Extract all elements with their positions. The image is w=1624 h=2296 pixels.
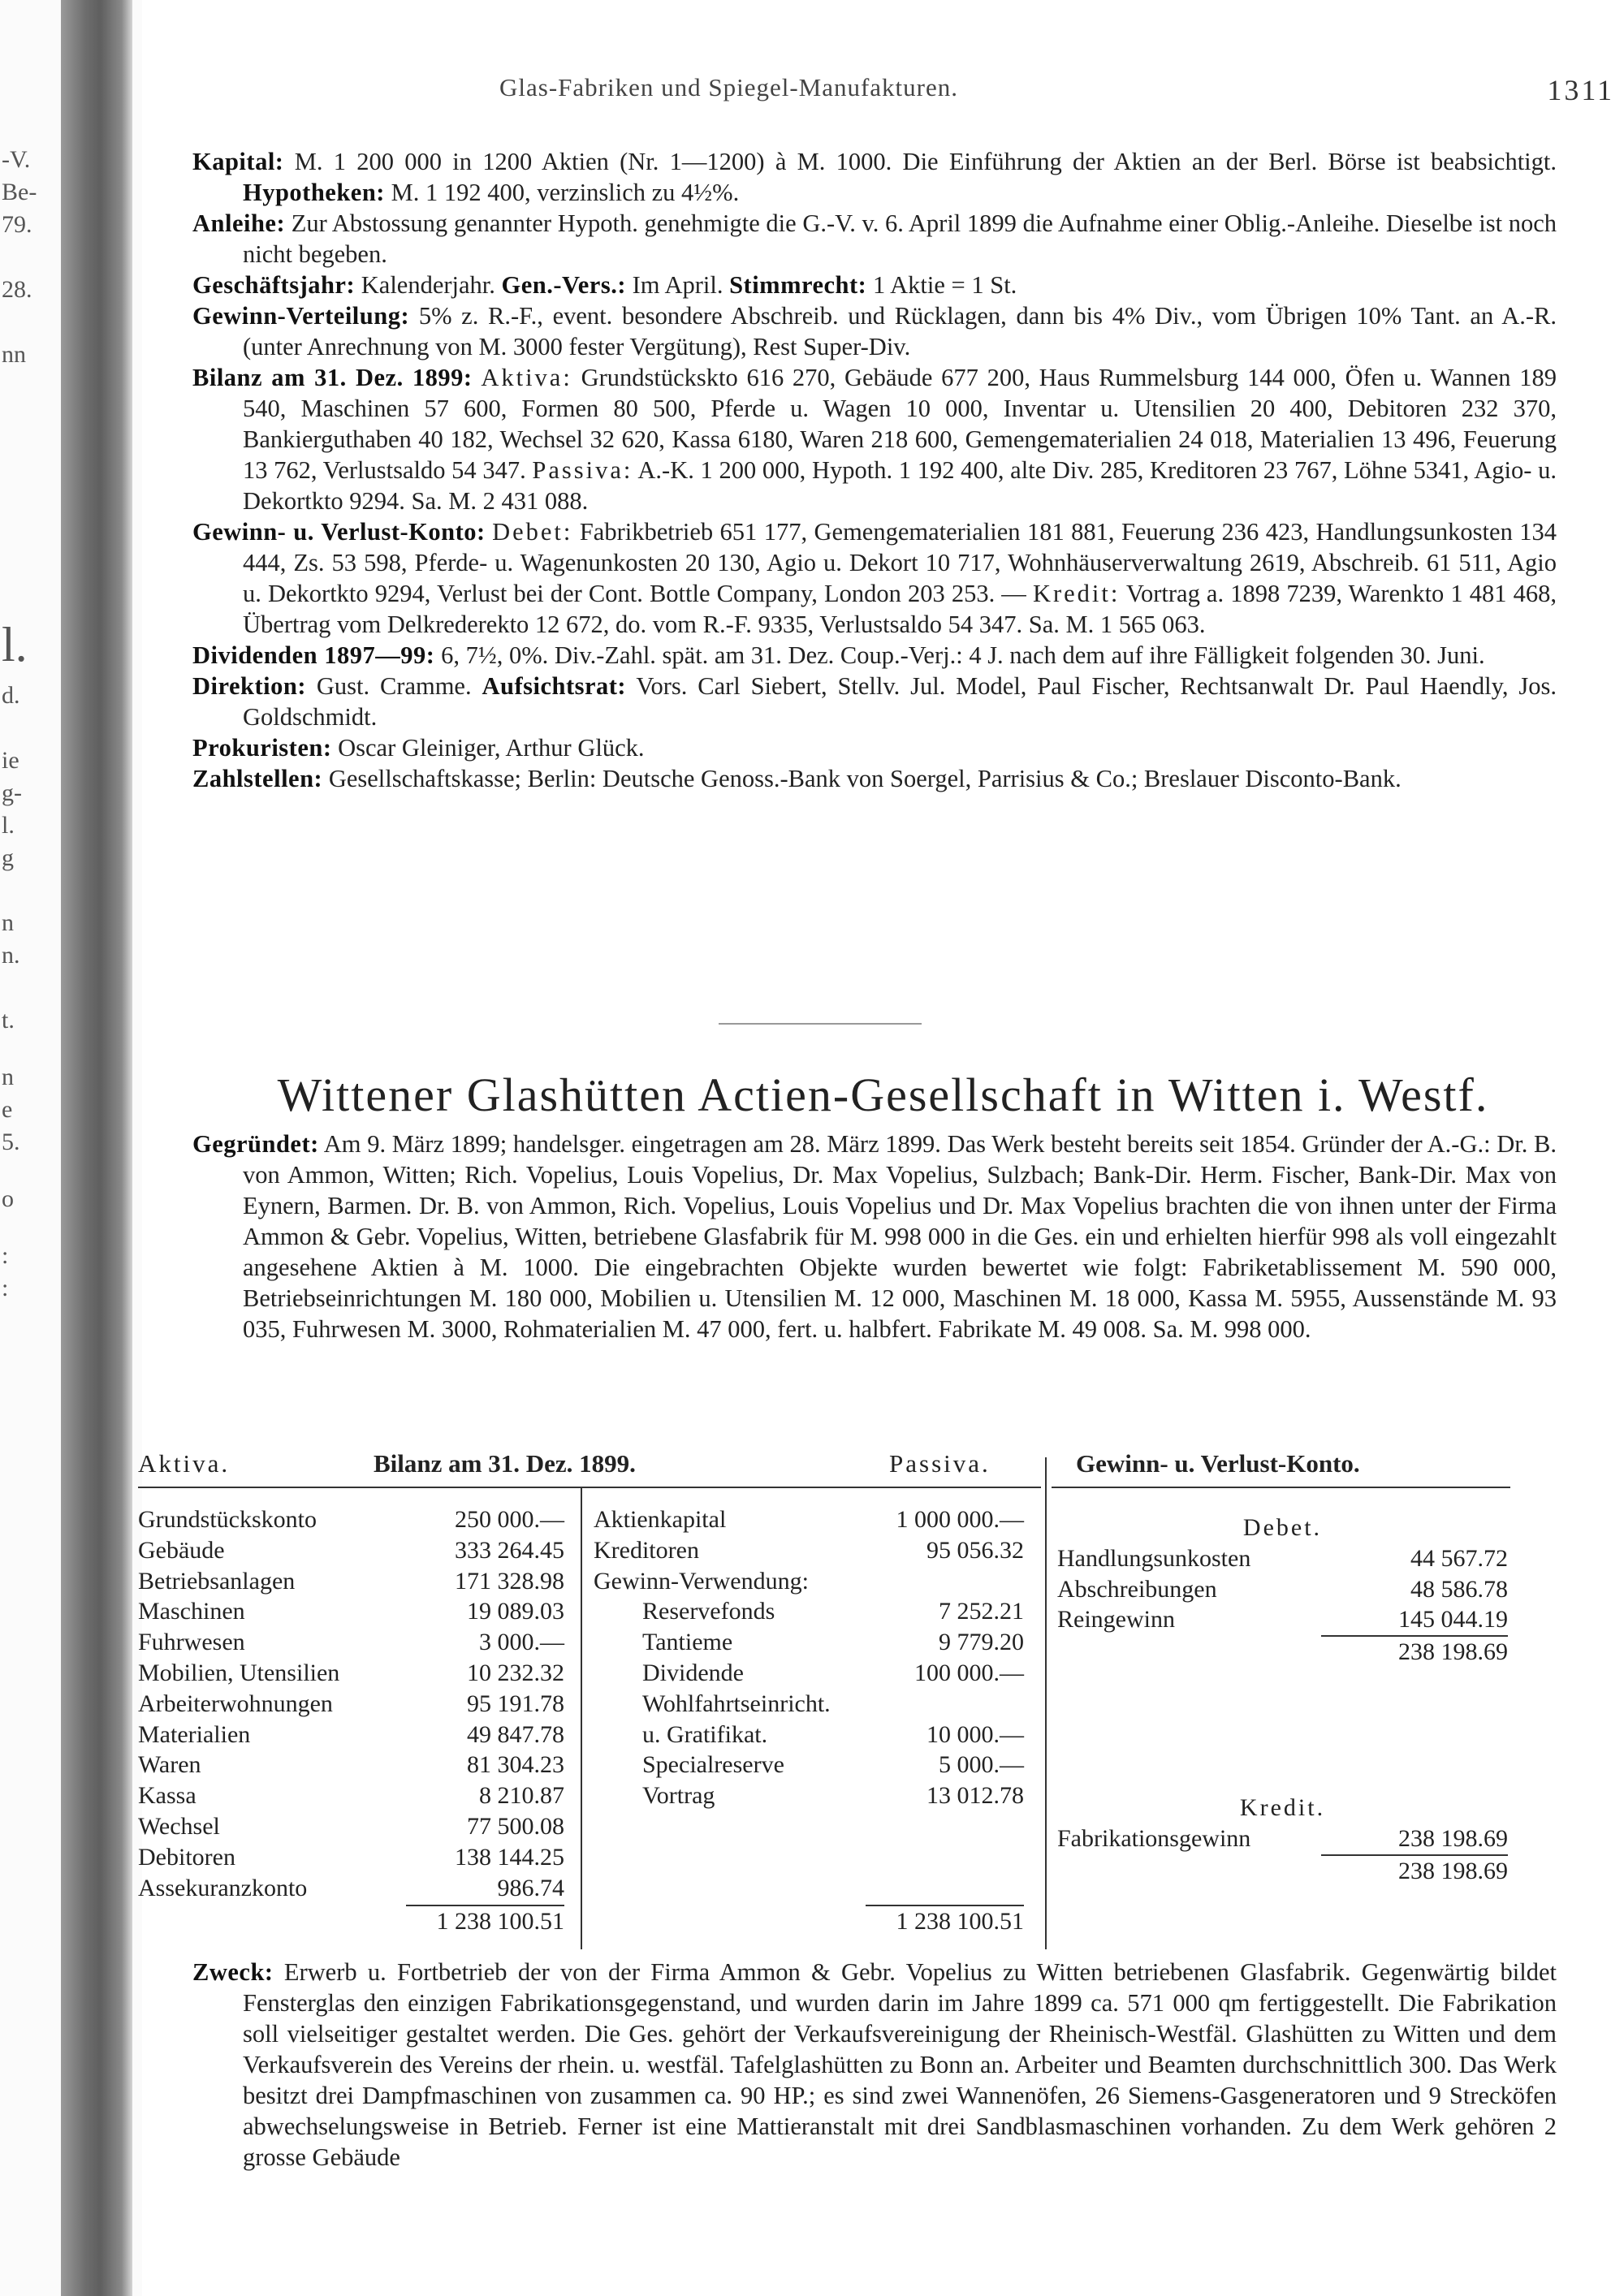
gutter-fragment: 5. — [2, 1129, 20, 1155]
guv-label: Gewinn- u. Verlust-Konto: — [192, 518, 486, 546]
aktiva-row-label: Fuhrwesen — [138, 1629, 245, 1656]
debet-text: Fabrikbetrieb 651 177, Gemengematerialien 181 881, Feuerung 236 423, Handlungsunkosten 134 444, Zs. 53 598, Pferde- u. Wagenunkosten 20 130, Agio u. Dekort 10 717, Wohnhäuserverwaltung 2619, Abschreib. 61 511, Agio u. Dekortkto 9294, Verlust bei der Cont. Bottle Company, London 203 253. — — [243, 518, 1557, 607]
passiva-text: A.-K. 1 200 000, Hypoth. 1 192 400, alte Div. 285, Kreditoren 23 767, Löhne 5341, Agio- u. Dekortkto 9294. Sa. M. 2 431 088. — [243, 456, 1557, 515]
gutter-fragment: o — [2, 1185, 14, 1212]
aktiva-row — [138, 1658, 564, 1689]
aktiva-label: Aktiva: — [481, 364, 572, 391]
gegruendet-label: Gegründet: — [192, 1130, 319, 1158]
kredit-row-label: Fabrikationsgewinn — [1057, 1824, 1251, 1852]
gutter-fragment: e — [2, 1096, 13, 1123]
passiva-row — [594, 1720, 1024, 1750]
page-header — [142, 73, 1624, 114]
aktiva-row-value: 49 847.78 — [467, 1720, 564, 1748]
zweck-section — [192, 1957, 1557, 2173]
passiva-row-label: Vortrag — [642, 1782, 715, 1810]
debet-row — [1057, 1604, 1508, 1635]
direktion-text: Gust. Cramme. — [316, 672, 472, 700]
gutter-fragment: 79. — [2, 211, 32, 238]
bilanz-rule — [138, 1487, 1041, 1488]
geschaeftsjahr-text: Kalenderjahr. — [361, 271, 495, 299]
debet-row-label: Handlungsunkosten — [1057, 1544, 1251, 1572]
running-title: Glas-Fabriken und Spiegel-Manufakturen. — [499, 73, 959, 101]
aktiva-row — [138, 1566, 564, 1597]
passiva-row-value: 5 000.— — [939, 1751, 1024, 1779]
aktiva-row-label: Maschinen — [138, 1598, 245, 1625]
gutter-fragment: l. — [2, 618, 28, 671]
aktiva-row-value: 95 191.78 — [467, 1690, 564, 1717]
debet-row-label: Abschreibungen — [1057, 1575, 1217, 1603]
passiva-row-label: Specialreserve — [642, 1751, 784, 1779]
aktiva-row — [138, 1504, 564, 1535]
passiva-row-value: 10 000.— — [926, 1720, 1024, 1748]
gegruendet-paragraph — [192, 1129, 1557, 1344]
book-binding-shadow — [61, 0, 132, 2296]
guv-debet-head: Debet. — [1242, 1514, 1323, 1541]
kredit-row-value: 238 198.69 — [1398, 1824, 1508, 1852]
dividenden-label: Dividenden 1897—99: — [192, 641, 435, 669]
company-title: Wittener Glashütten Actien-Gesellschaft in Witten i. Westf. — [277, 1068, 1489, 1121]
gen-vers-label: Gen.-Vers.: — [501, 271, 626, 299]
gewinn-verteilung-paragraph — [192, 300, 1557, 362]
direktion-label: Direktion: — [192, 672, 306, 700]
passiva-row — [594, 1596, 1024, 1627]
passiva-row — [594, 1689, 1024, 1720]
section-divider — [719, 1023, 922, 1025]
aktiva-row-value: 10 232.32 — [467, 1659, 564, 1686]
kapital-label: Kapital: — [192, 148, 284, 175]
aktiva-row-value: 171 328.98 — [455, 1567, 564, 1595]
bilanz-divider — [581, 1487, 582, 1949]
debet-row-value: 48 586.78 — [1410, 1575, 1508, 1603]
geschaeftsjahr-label: Geschäftsjahr: — [192, 271, 356, 299]
passiva-row — [594, 1627, 1024, 1658]
aktiva-row-label: Betriebsanlagen — [138, 1567, 296, 1595]
table-header — [138, 1449, 1624, 1485]
gutter-fragment: n. — [2, 942, 20, 969]
passiva-row — [594, 1535, 1024, 1566]
passiva-row-label: Reservefonds — [642, 1598, 775, 1625]
aktiva-row-value: 138 144.25 — [455, 1843, 564, 1871]
page-number: 1311 — [1547, 74, 1614, 106]
guv-rule — [1052, 1487, 1510, 1488]
gutter-fragment: nn — [2, 341, 26, 368]
dividenden-text: 6, 7½, 0%. Div.-Zahl. spät. am 31. Dez. Coup.-Verj.: 4 J. nach dem auf ihre Fälligkeit folgenden 30. Juni. — [441, 641, 1485, 669]
zweck-paragraph — [192, 1957, 1557, 2173]
anleihe-paragraph — [192, 208, 1557, 270]
aufsichtsrat-text: Vors. Carl Siebert, Stellv. Jul. Model, Paul Fischer, Rechtsanwalt Dr. Paul Haendly, Jos. Goldschmidt. — [243, 672, 1557, 731]
passiva-row-value: 95 056.32 — [926, 1536, 1024, 1564]
aktiva-row — [138, 1873, 564, 1904]
aktiva-row — [138, 1535, 564, 1566]
stimmrecht-text: 1 Aktie = 1 St. — [872, 271, 1017, 299]
passiva-row-label: Aktienkapital — [594, 1506, 727, 1533]
gen-vers-text: Im April. — [632, 271, 723, 299]
dividenden-paragraph — [192, 640, 1557, 671]
passiva-row — [594, 1780, 1024, 1811]
aktiva-row-value: 81 304.23 — [467, 1751, 564, 1779]
passiva-total: 1 238 100.51 — [896, 1907, 1024, 1935]
gewinn-verteilung-label: Gewinn-Verteilung: — [192, 302, 410, 330]
zweck-label: Zweck: — [192, 1958, 274, 1986]
gutter-fragment: t. — [2, 1007, 15, 1034]
debet-row-label: Reingewinn — [1057, 1606, 1175, 1634]
passiva-row — [594, 1658, 1024, 1689]
aufsichtsrat-label: Aufsichtsrat: — [482, 672, 627, 700]
stimmrecht-label: Stimmrecht: — [729, 271, 867, 299]
debet-row — [1057, 1574, 1508, 1605]
anleihe-text: Zur Abstossung genannter Hypoth. genehmigte die G.-V. v. 6. April 1899 die Aufnahme einer Oblig.-Anleihe. Dieselbe ist noch nicht begeben. — [243, 209, 1557, 268]
zweck-text: Erwerb u. Fortbetrieb der von der Firma Ammon & Gebr. Vopelius zu Witten betriebenen Glasfabrik. Gegenwärtig bildet Fensterglas den einzigen Fabrikationsgegenstand, und wurden darin im Jahre 1899 ca. 571 000 qm fertiggestellt. Die Fabrikation soll vielseitiger gestaltet werden. Die Ges. gehört der Verkaufsvereinigung der Rheinisch-Westfäl. Glashütten zu Witten und dem Verkaufsverein des Vereins der rhein. u. westfäl. Tafelglashütten zu Bonn an. Arbeiter und Beamten durchschnittlich 300. Das Werk besitzt drei Dampfmaschinen von zusammen ca. 90 HP.; es sind zwei Wannenöfen, 26 Siemens-Gasgeneratoren und 9 Strecköfen abwechselungsweise in Betrieb. Ferner ist eine Mattieranstalt mit drei Sandblasmaschinen vorhanden. Zu dem Werk gehören 2 grosse Gebäude — [243, 1958, 1557, 2171]
gutter-fragment: : — [2, 1242, 9, 1269]
kapital-paragraph — [192, 146, 1557, 208]
aktiva-column — [138, 1504, 564, 1937]
guv-debet-total-row — [1057, 1637, 1508, 1668]
gutter-fragment: Be- — [2, 179, 37, 205]
passiva-column — [594, 1504, 1024, 1937]
hypotheken-text: M. 1 192 400, verzinslich zu 4½%. — [391, 179, 740, 206]
aktiva-row-label: Mobilien, Utensilien — [138, 1659, 340, 1686]
aktiva-row-label: Wechsel — [138, 1812, 220, 1840]
debet-row — [1057, 1543, 1508, 1574]
aktiva-row-label: Waren — [138, 1751, 201, 1779]
passiva-row-label: u. Gratifikat. — [642, 1720, 768, 1748]
bilanz-title: Bilanz am 31. Dez. 1899. — [374, 1449, 636, 1478]
aktiva-row-label: Debitoren — [138, 1843, 235, 1871]
bilanz-paragraph — [192, 362, 1557, 516]
passiva-total-row — [594, 1906, 1024, 1937]
aktiva-row — [138, 1720, 564, 1750]
gutter-fragment: g — [2, 844, 14, 871]
left-page-margin — [0, 0, 142, 2296]
passiva-row-value: 9 779.20 — [939, 1629, 1024, 1656]
passiva-row-value: 1 000 000.— — [896, 1506, 1024, 1533]
guv-column — [1057, 1504, 1508, 1886]
anleihe-label: Anleihe: — [192, 209, 286, 237]
aktiva-total: 1 238 100.51 — [436, 1908, 564, 1936]
aktiva-row-label: Gebäude — [138, 1536, 225, 1564]
bilanz-passiva-head: Passiva. — [889, 1449, 991, 1478]
aktiva-total-row — [138, 1906, 564, 1937]
passiva-row-value: 100 000.— — [914, 1659, 1024, 1686]
aktiva-row — [138, 1750, 564, 1780]
passiva-row — [594, 1750, 1024, 1780]
gutter-fragment: l. — [2, 812, 15, 839]
aktiva-row — [138, 1689, 564, 1720]
zahlstellen-paragraph — [192, 763, 1557, 794]
prokuristen-paragraph — [192, 732, 1557, 763]
bilanz-label: Bilanz am 31. Dez. 1899: — [192, 364, 473, 391]
gewinn-verteilung-text: 5% z. R.-F., event. besondere Abschreib. und Rücklagen, dann bis 4% Div., vom Übrigen 10% Tant. an A.-R. (unter Anrechnung von M. 3000 fester Vergütung), Rest Super-Div. — [243, 302, 1557, 360]
aktiva-row-label: Assekuranzkonto — [138, 1874, 308, 1901]
gutter-fragment: : — [2, 1275, 9, 1301]
previous-company-entry — [192, 146, 1557, 794]
gutter-fragment: g- — [2, 779, 22, 806]
aktiva-row-value: 3 000.— — [479, 1629, 564, 1656]
gegruendet-text: Am 9. März 1899; handelsger. eingetragen am 28. März 1899. Das Werk besteht bereits seit 1854. Gründer der A.-G.: Dr. B. von Ammon, Witten; Rich. Vopelius, Louis Vopelius, Dr. Max Vopelius, Sulzbach; Bank-Dir. Herm. Fischer, Bank-Dir. Max von Eynern, Barmen. Dr. B. von Ammon, Rich. Vopelius, Louis Vopelius und Dr. Max Vopelius brachten die von ihnen unter der Firma Ammon & Gebr. Vopelius, Witten, betriebene Glasfabrik für M. 998 000 in die Ges. ein und erhielten hierfür 998 als voll eingezahlt angesehene Aktien à M. 1000. Die eingebrachten Objekte wurden bewertet wie folgt: Fabriketablissement M. 590 000, Betriebseinrichtungen M. 180 000, Mobilien u. Utensilien M. 12 000, Maschinen M. 18 000, Kassa M. 5955, Aussenstände M. 93 035, Fuhrwesen M. 3000, Rohmaterialien M. 47 000, fert. u. halbfert. Fabrikate M. 49 008. Sa. M. 998 000. — [243, 1130, 1557, 1343]
passiva-row — [594, 1566, 1024, 1597]
gutter-fragment: 28. — [2, 276, 32, 303]
guv-title: Gewinn- u. Verlust-Konto. — [1076, 1449, 1360, 1478]
debet-row-value: 145 044.19 — [1398, 1606, 1508, 1634]
aktiva-row-value: 333 264.45 — [455, 1536, 564, 1564]
aktiva-row — [138, 1842, 564, 1873]
hypotheken-label: Hypotheken: — [243, 179, 385, 206]
gutter-fragment: n — [2, 1064, 14, 1090]
guv-kredit-total: 238 198.69 — [1398, 1857, 1508, 1884]
bilanz-aktiva-head: Aktiva. — [138, 1449, 231, 1478]
gutter-fragment: n — [2, 909, 14, 936]
kredit-text: Vortrag a. 1898 7239, Warenkto 1 481 468, Übertrag vom Delkrederekto 12 672, do. vom R.-F. 9335, Verlustsaldo 54 347. Sa. M. 1 565 063. — [243, 580, 1557, 638]
passiva-row-label: Dividende — [642, 1659, 744, 1686]
passiva-row-value: 7 252.21 — [939, 1598, 1024, 1625]
direktion-paragraph — [192, 671, 1557, 732]
kredit-label: Kredit: — [1032, 580, 1121, 607]
passiva-row-label: Kreditoren — [594, 1536, 699, 1564]
book-page — [138, 0, 1624, 2296]
company-intro — [192, 1129, 1557, 1344]
debet-label: Debet: — [492, 518, 573, 546]
aktiva-row-label: Arbeiterwohnungen — [138, 1690, 333, 1717]
gutter-fragment: d. — [2, 682, 20, 709]
passiva-row-label: Tantieme — [642, 1629, 733, 1656]
zahlstellen-label: Zahlstellen: — [192, 765, 323, 792]
guv-divider — [1045, 1457, 1047, 1949]
aktiva-row-label: Grundstückskonto — [138, 1506, 317, 1533]
gutter-fragment: -V. — [2, 146, 31, 173]
passiva-row-label: Wohlfahrtseinricht. — [642, 1690, 831, 1717]
aktiva-text: Grundstückskto 616 270, Gebäude 677 200, Haus Rummelsburg 144 000, Öfen u. Wannen 189 540, Maschinen 57 600, Formen 80 500, Pferde u. Wagen 10 000, Inventar u. Utensilien 20 400, Debitoren 232 370, Bankierguthaben 40 182, Wechsel 32 620, Kassa 6180, Waren 218 600, Gemengematerialien 24 018, Materialien 13 496, Feuerung 13 762, Verlustsaldo 54 347. — [243, 364, 1557, 484]
prokuristen-text: Oscar Gleiniger, Arthur Glück. — [338, 734, 645, 762]
guv-paragraph — [192, 516, 1557, 640]
guv-kredit-total-row — [1057, 1856, 1508, 1887]
zahlstellen-text: Gesellschaftskasse; Berlin: Deutsche Genoss.-Bank von Soergel, Parrisius & Co.; Breslauer Disconto-Bank. — [328, 765, 1402, 792]
aktiva-row-value: 8 210.87 — [479, 1782, 564, 1810]
aktiva-row-value: 19 089.03 — [467, 1598, 564, 1625]
aktiva-row — [138, 1811, 564, 1842]
prokuristen-label: Prokuristen: — [192, 734, 332, 762]
geschaeftsjahr-paragraph — [192, 270, 1557, 300]
aktiva-row-value: 250 000.— — [455, 1506, 564, 1533]
aktiva-row-label: Kassa — [138, 1782, 197, 1810]
debet-row-value: 44 567.72 — [1410, 1544, 1508, 1572]
passiva-row-value: 13 012.78 — [926, 1782, 1024, 1810]
aktiva-row-value: 77 500.08 — [467, 1812, 564, 1840]
guv-debet-total: 238 198.69 — [1398, 1638, 1508, 1666]
kapital-text: M. 1 200 000 in 1200 Aktien (Nr. 1—1200) à M. 1000. Die Einführung der Aktien an der Berl. Börse ist beabsichtigt. — [294, 148, 1557, 175]
gutter-fragment: ie — [2, 747, 19, 774]
aktiva-row — [138, 1780, 564, 1811]
guv-kredit-head: Kredit. — [1239, 1793, 1326, 1821]
aktiva-row — [138, 1627, 564, 1658]
passiva-row — [594, 1504, 1024, 1535]
passiva-label: Passiva: — [532, 456, 633, 484]
passiva-row-label: Gewinn-Verwendung: — [594, 1567, 809, 1595]
aktiva-row-value: 986.74 — [497, 1874, 564, 1901]
kredit-row — [1057, 1823, 1508, 1854]
aktiva-row-label: Materialien — [138, 1720, 251, 1748]
aktiva-row — [138, 1596, 564, 1627]
